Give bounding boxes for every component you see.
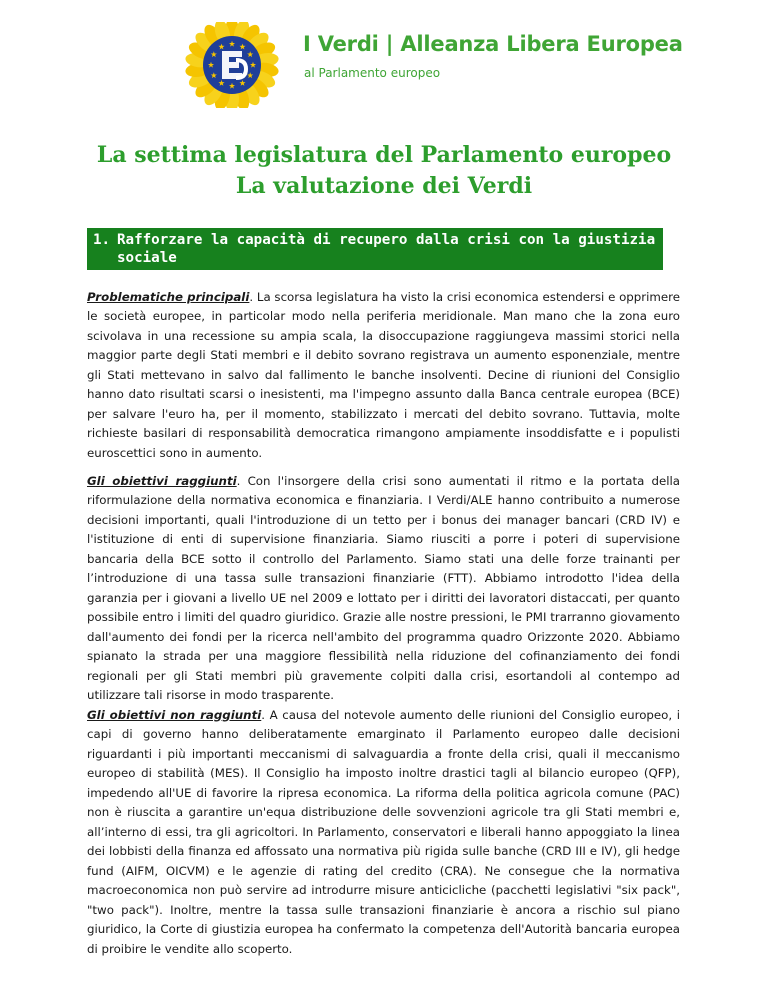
document-title xyxy=(40,140,728,202)
title-line-1: La settima legislatura del Parlamento europeo xyxy=(96,142,672,168)
section-heading-line-1: Rafforzare la capacità di recupero dalla crisi con la giustizia xyxy=(117,232,656,248)
paragraph-lead: Gli obiettivi non raggiunti xyxy=(87,707,262,722)
paragraph-not-achieved xyxy=(87,706,680,960)
sunflower-eu-stars-icon xyxy=(170,22,300,108)
greens-efa-logo xyxy=(170,22,683,108)
logo-subtitle: al Parlamento europeo xyxy=(304,66,441,80)
paragraph-text: . La scorsa legislatura ha visto la crisi economica estendersi e opprimere le società europee, in particolar modo nella periferia meridionale. Man mano che la zona euro scivolava in una recessione su ampia scala, la disoccupazione raggiungeva massimi storici nella maggior parte degli Stati membri e il debito sovrano registrava un aumento esponenziale, mentre gli Stati mettevano in salvo dal fallimento le banche insolventi. Decine di riunioni del Consiglio hanno dato risultati scarsi o inesistenti, ma l'impegno assunto dalla Banca centrale europea (BCE) per salvare l'euro ha, per il momento, stabilizzato i mercati del debito sovrano. Tuttavia, molte richieste basilari di responsabilità democratica rimangono ampiamente insoddisfatte e i populisti euroscettici sono in aumento. xyxy=(87,289,680,460)
paragraph-lead: Gli obiettivi raggiunti xyxy=(87,473,237,488)
paragraph-text: . Con l'insorgere della crisi sono aumentati il ritmo e la portata della riformulazione della normativa economica e finanziaria. I Verdi/ALE hanno contribuito a numerose decisioni importanti, quali l'introduzione di un tetto per i bonus dei manager bancari (CRD IV) e l'istituzione di enti di supervisione finanziaria. Siamo riusciti a porre i poteri di supervisione bancaria della BCE sotto il controllo del Parlamento. Siamo stati una delle forze trainanti per l’introduzione di una tassa sulle transazioni finanziarie (FTT). Abbiamo introdotto l'idea della garanzia per i giovani a livello UE nel 2009 e lottato per i diritti dei lavoratori distaccati, per quanto possibile entro i limiti del quadro giuridico. Grazie alle nostre pressioni, le PMI trarranno giovamento dall'aumento dei fondi per la ricerca nell'ambito del programma quadro Orizzonte 2020. Abbiamo spianato la strada per una maggiore flessibilità nella riduzione del cofinanziamento dei fondi regionali per gli Stati membri più gravemente colpiti dalla crisi, esortandoli al contempo ad utilizzare tali risorse in modo trasparente. xyxy=(87,473,681,703)
logo-title: I Verdi | Alleanza Libera Europea xyxy=(303,32,683,56)
section-heading-line-2: sociale xyxy=(117,250,177,266)
section-number: 1. xyxy=(93,232,111,248)
paragraph-main-issues xyxy=(87,288,680,464)
section-heading xyxy=(87,228,663,270)
paragraph-lead: Problematiche principali xyxy=(87,289,250,304)
paragraph-text: . A causa del notevole aumento delle riunioni del Consiglio europeo, i capi di governo hanno deliberatamente emarginato il Parlamento europeo dalle decisioni riguardanti i più importanti meccanismi di salvaguardia a fronte della crisi, quali il meccanismo europeo di stabilità (MES). Il Consiglio ha imposto inoltre drastici tagli al bilancio europeo (QFP), impedendo all'UE di favorire la ripresa economica. La riforma della politica agricola comune (PAC) non è riuscita a garantire un'equa distribuzione delle sovvenzioni agricole tra gli Stati membri e, all’interno di essi, tra gli agricoltori. In Parlamento, conservatori e liberali hanno appoggiato la linea dei lobbisti della finanza ed affossato una normativa più rigida sulle banche (CRD III e IV), gli hedge fund (AIFM, OICVM) e le agenzie di rating del credito (CRA). Ne consegue che la normativa macroeconomica non può servire ad introdurre misure anticicliche (pacchetti legislativi "six pack", "two pack"). Inoltre, mentre la tassa sulle transazioni finanziarie è ancora a rischio sul piano giuridico, la Corte di giustizia europea ha confermato la competenza dell'Autorità bancaria europea di proibire le vendite allo scoperto. xyxy=(87,707,680,956)
paragraph-achieved xyxy=(87,472,680,706)
title-line-2: La valutazione dei Verdi xyxy=(235,173,533,199)
